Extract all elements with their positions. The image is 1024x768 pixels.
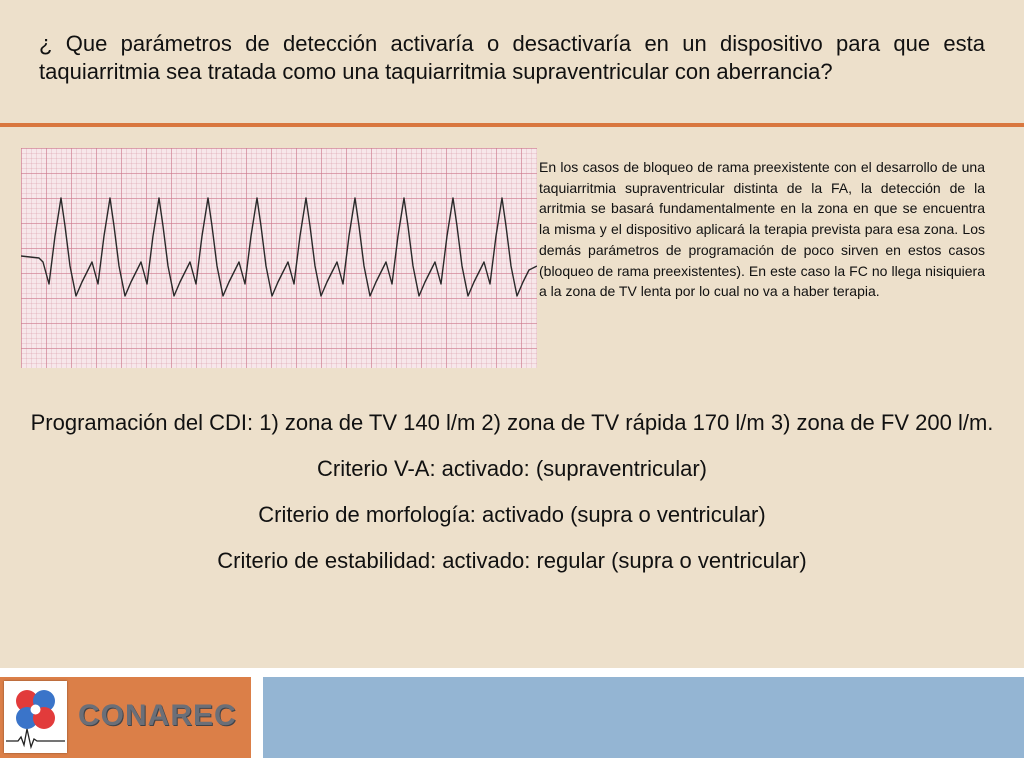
conarec-logo-text: CONAREC bbox=[78, 699, 237, 732]
title-divider bbox=[0, 123, 1024, 127]
criterion-va: Criterio V-A: activado: (supraventricular) bbox=[316, 456, 708, 481]
logo-icon bbox=[4, 681, 67, 753]
hearts-clover-ecg-icon bbox=[4, 681, 67, 753]
footer-logo-box bbox=[0, 677, 251, 758]
slide-question: ¿ Que parámetros de detección activaría o desactivaría en un dispositivo para que esta taquiarritmia sea tratada como una taquiarritmia supraventricular con aberrancia? bbox=[39, 31, 985, 84]
ecg-strip-image bbox=[21, 148, 537, 368]
explanation-text: En los casos de bloqueo de rama preexistente con el desarrollo de una taquiarritmia supraventricular distinta de la FA, la detección de la arritmia se basará fundamentalmente en la zona en que se encuentra la misma y el dispositivo aplicará la terapia prevista para esa zona. Los demás parámetros de programación de poco sirven en estos casos (bloqueo de rama preexistentes). En este caso la FC no llega nisiquiera a la zona de TV lenta por lo cual no va a haber terapia. bbox=[539, 159, 985, 300]
programming-block bbox=[20, 400, 1004, 584]
ecg-trace-icon bbox=[21, 148, 537, 368]
criterion-stability: Criterio de estabilidad: activado: regular (supra o ventricular) bbox=[217, 548, 807, 573]
programming-zones: Programación del CDI: 1) zona de TV 140 l/m 2) zona de TV rápida 170 l/m 3) zona de FV 200 l/m. bbox=[30, 410, 994, 435]
footer-blue-bar bbox=[263, 677, 1024, 758]
criterion-morphology: Criterio de morfología: activado (supra o ventricular) bbox=[258, 502, 766, 527]
